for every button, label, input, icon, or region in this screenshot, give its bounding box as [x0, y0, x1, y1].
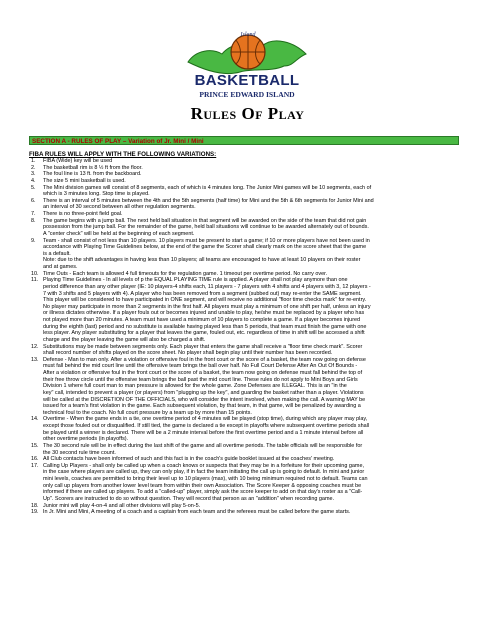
- rule-line: is a default.: [43, 250, 71, 257]
- rule-line: their free throw circle until the offensive team brings the ball past the mid court line. These rules do not apply to Mini Boys and Girls: [43, 376, 358, 383]
- rule-line: Division 1 where full court man to man pressure is allowed for the whole game. Zone Defenses are ILLEGAL. This is an "in the: [43, 383, 347, 390]
- rule-line: FIBA (Wide) key will be used: [43, 158, 113, 164]
- rule-item: [29, 509, 469, 516]
- rule-item: [29, 416, 469, 443]
- rule-line: There is an interval of 5 minutes between the 4th and the 5th segments (half time) for Mini and the 5th & 6th segments for Junior Mini and: [43, 197, 374, 204]
- rule-line: Up". Scorers are instructed to do so without question. They will record that person as an "addition" when recording game.: [43, 495, 335, 502]
- logo-word-basketball: BASKETBALL: [194, 72, 300, 89]
- rule-number: 1.: [31, 158, 36, 164]
- rule-number: 6.: [31, 197, 36, 204]
- rule-line: key" call, intended to prevent a player (or players) from "plugging up the key", and guarding the basket rather than a player. Violations: [43, 389, 364, 396]
- rule-line: less player. Any player substituting for a player that leaves the game, fouled out, etc. regardless of time in shift will be accessed a shift: [43, 330, 365, 337]
- rule-text: [43, 218, 469, 238]
- rule-text: [43, 357, 469, 417]
- rule-line: and at games.: [43, 264, 78, 270]
- logo-word-pei: PRINCE EDWARD ISLAND: [199, 90, 295, 99]
- rule-text: [43, 238, 469, 271]
- rule-line: The basketball rim is 8 ½ ft from the floor.: [43, 164, 143, 171]
- rule-line: except those fouled out or disqualified. If still tied, the game is declared a tie except in playoffs where subsequent overtime periods shall: [43, 423, 370, 429]
- rule-text: [43, 456, 469, 463]
- rule-text: [43, 503, 469, 510]
- rule-item: [29, 211, 469, 218]
- rule-item: [29, 171, 469, 178]
- rule-line: an interval of 30 second between all other regulation segments.: [43, 204, 196, 211]
- rule-line: shall record number of shifts played on the score sheet. No player shall begin play until their number has been recorded.: [43, 350, 333, 357]
- rule-line: Note: due to the shift advantages in having less than 10 players; all teams are encouraged to have at least 10 players on their roster: [43, 257, 361, 264]
- rule-line: issued for a team's first violation in the game. Each subsequent violation, by that team, in that game, will be penalized by awarding a: [43, 403, 361, 410]
- basketball-pei-logo: [182, 28, 312, 108]
- rule-item: [29, 218, 469, 238]
- rule-number: 2.: [31, 164, 36, 171]
- rule-line: Calling Up Players - shall only be called up when a coach knows or suspects that they may be in a forfeiture for their upcoming game,: [43, 462, 364, 469]
- rule-item: [29, 165, 469, 172]
- rule-line: In Jr. Mini and Mini, A meeting of a coach and a captain from each team and the referees must be called before the game starts.: [43, 509, 351, 516]
- rule-line: The size 5 mini basketball is used.: [43, 177, 126, 184]
- rule-number: 8.: [31, 217, 36, 224]
- rule-line: All Club contacts have been informed of such and this fact is in the coach's guide booklet issued at the coaches' meeting.: [43, 456, 335, 463]
- rule-text: [43, 416, 469, 443]
- rule-line: during the eighth (last) period and no substitute is available having played less than 5 periods, that team must finish the game with one: [43, 323, 367, 330]
- rule-line: possession from the jump ball. For the remainder of the game, held ball situations will continue to be awarded alternately out of bounds.: [43, 224, 369, 231]
- rule-line: period difference than any other player (IE: 10 players-4 shifts each, 11 players - 7 players with 4 shifts and 4 players with 3, 12 players -: [43, 283, 371, 290]
- rule-text: [43, 178, 469, 185]
- rule-line: 7 with 3 shifts and 5 players with 4). A player who has been removed from a segment (subbed out) may re-enter the SAME segment.: [43, 290, 362, 297]
- rule-text: [43, 463, 469, 503]
- page-title: Rules Of Play: [190, 104, 305, 123]
- rule-text: [43, 271, 469, 278]
- rule-line: not played more than 20 minutes. A team must have used a minimum of 10 players to complete a game. If a player becomes injured: [43, 317, 361, 323]
- rule-line: Defense - Man to man only. After a violation or offensive foul in the front court or the score of a basket, the team now going on defense: [43, 356, 366, 363]
- rule-number: 9.: [31, 237, 36, 244]
- rule-text: [43, 344, 469, 357]
- rule-number: 13.: [31, 356, 39, 363]
- rule-line: informed if there are called up players. To add a "called-up" player, simply ask the score keeper to add on that day's roster as a "Call-: [43, 489, 363, 496]
- rule-line: technical foul to the coach. No full court pressure by a team up by more than 15 points.: [43, 409, 252, 416]
- rule-text: [43, 443, 469, 456]
- rule-line: This player will be considered to have participated in ONE segment, and will receive no additional "floor time checks mark" for re-entry.: [43, 297, 367, 304]
- rule-item: [29, 443, 469, 456]
- section-header: SECTION A - RULES OF PLAY – Variation of Jr. Mini / Mini: [29, 136, 459, 145]
- rule-number: 10.: [31, 270, 39, 277]
- rule-item: [29, 344, 469, 357]
- rule-line: be played until a winner is declared. There will be a 2 minute interval before the first overtime period and a 1 minute interval before all: [43, 429, 364, 436]
- rule-item: [29, 238, 469, 271]
- rule-line: The foul line is 13 ft. from the backboard.: [43, 171, 142, 178]
- rule-line: mini levels, coaches are permitted to bring their level up to 10 players (max), with 10 being minimum required not to default. Teams can: [43, 476, 368, 482]
- rule-line: the 30 second rule time count.: [43, 449, 116, 456]
- rule-line: No player may participate in more than 2 segments in the first half. All players must play a minimum of one shift per half, unless an injury: [43, 303, 371, 310]
- rule-number: 19.: [31, 509, 39, 516]
- rule-line: Substitutions may be made between segments only. Each player that enters the game shall receive a "floor time check mark". Scorer: [43, 343, 363, 350]
- rule-text: [43, 509, 469, 516]
- rule-line: Playing Time Guidelines - In all levels of p the EQUAL PLAYING TIME rule is applied. A player shall not play anymore than one: [43, 277, 348, 284]
- rule-item: [29, 271, 469, 278]
- rule-line: After a violation or offensive foul in the front court or the score of a basket, the team now going on defense must fall behind the top of: [43, 370, 363, 376]
- rule-number: 15.: [31, 442, 39, 449]
- rule-line: in the case where players are called up, they can only play, if in fact the team initiating the call up is going to default. In mini and junior: [43, 469, 365, 476]
- rule-number: 3.: [31, 171, 36, 178]
- rule-line: or illness dictates otherwise. If a player fouls out or becomes injured and unable to play, he/she must be replaced by a player who has: [43, 310, 365, 317]
- rule-number: 11.: [31, 277, 39, 284]
- rule-text: [43, 211, 469, 218]
- rule-line: other overtime periods (in playoffs).: [43, 436, 129, 443]
- rule-text: [43, 198, 469, 211]
- rule-item: [29, 178, 469, 185]
- rule-text: [43, 277, 469, 343]
- rule-item: [29, 198, 469, 211]
- rule-number: 7.: [31, 211, 36, 217]
- logo-arc-text: Island: [240, 32, 256, 38]
- rule-item: [29, 277, 469, 343]
- rule-line: will be called at the DISCRETION OF THE OFFICIALS, who will consider the intent involved, when making the call. A warning MAY be: [43, 396, 366, 403]
- rule-number: 5.: [31, 184, 36, 191]
- rule-number: 14.: [31, 416, 39, 423]
- rule-text: [43, 185, 469, 198]
- rule-item: [29, 185, 469, 198]
- rule-text: [43, 171, 469, 178]
- rule-line: which is 3 minutes long. Stop time is played.: [43, 191, 150, 198]
- rules-list: [29, 158, 469, 516]
- rule-line: accordance with Playing Time Guidelines below, at the end of the game the Scorer shall clearly mark on the score sheet that the game: [43, 244, 367, 251]
- rule-text: [43, 165, 469, 172]
- rule-line: must fall behind the mid court line until the offensive team brings the ball over half. No Full Court Defense After An Out Of Bounds -: [43, 363, 358, 370]
- rule-line: The 30 second rule will be in effect during the last shift of the game and all overtime periods. The table officials will be responsible for: [43, 442, 363, 449]
- rule-item: [29, 456, 469, 463]
- rule-item: [29, 503, 469, 510]
- rule-text: [43, 158, 469, 165]
- rule-line: charge and the player leaving the game will also be charged a shift.: [43, 336, 206, 343]
- rule-line: The game begins with a jump ball. The next held ball situation in that segment will be awarded on the side of the team that did not gain: [43, 217, 367, 224]
- rule-line: Team - shall consist of not less than 10 players. 10 players must be present to start a game; if 10 or more players have not been used in: [43, 237, 370, 244]
- rule-item: [29, 158, 469, 165]
- rule-item: [29, 463, 469, 503]
- rule-number: 18.: [31, 502, 39, 509]
- rule-line: Junior mini will play 4-on-4 and all other divisions will play 5-on-5.: [43, 502, 201, 509]
- fiba-heading: FIBA RULES WILL APPLY WITH THE FOLLOWING VARIATIONS:: [29, 151, 217, 158]
- rule-line: A "center check" will be held at the beginning of each segment.: [43, 230, 195, 237]
- rule-number: 17.: [31, 462, 39, 469]
- rule-line: There is no three-point field goal.: [43, 211, 123, 217]
- rule-line: Overtime - When the game ends in a tie, one overtime period of 4 minutes will be played (stop time), during which any player may play,: [43, 416, 368, 423]
- rule-line: only call up players from another lower level team from within their own Association. The Score Keeper & opposing coaches must be: [43, 482, 362, 489]
- rule-number: 12.: [31, 343, 39, 350]
- rule-line: Time Outs - Each team is allowed 4 full timeouts for the regulation game. 1 timeout per overtime period. No carry over.: [43, 270, 328, 277]
- rule-line: The Mini division games will consist of 8 segments, each of which is 4 minutes long. The Junior Mini games will be 10 segments, each of: [43, 184, 372, 191]
- rule-number: 16.: [31, 456, 39, 463]
- rule-item: [29, 357, 469, 417]
- rule-number: 4.: [31, 177, 36, 184]
